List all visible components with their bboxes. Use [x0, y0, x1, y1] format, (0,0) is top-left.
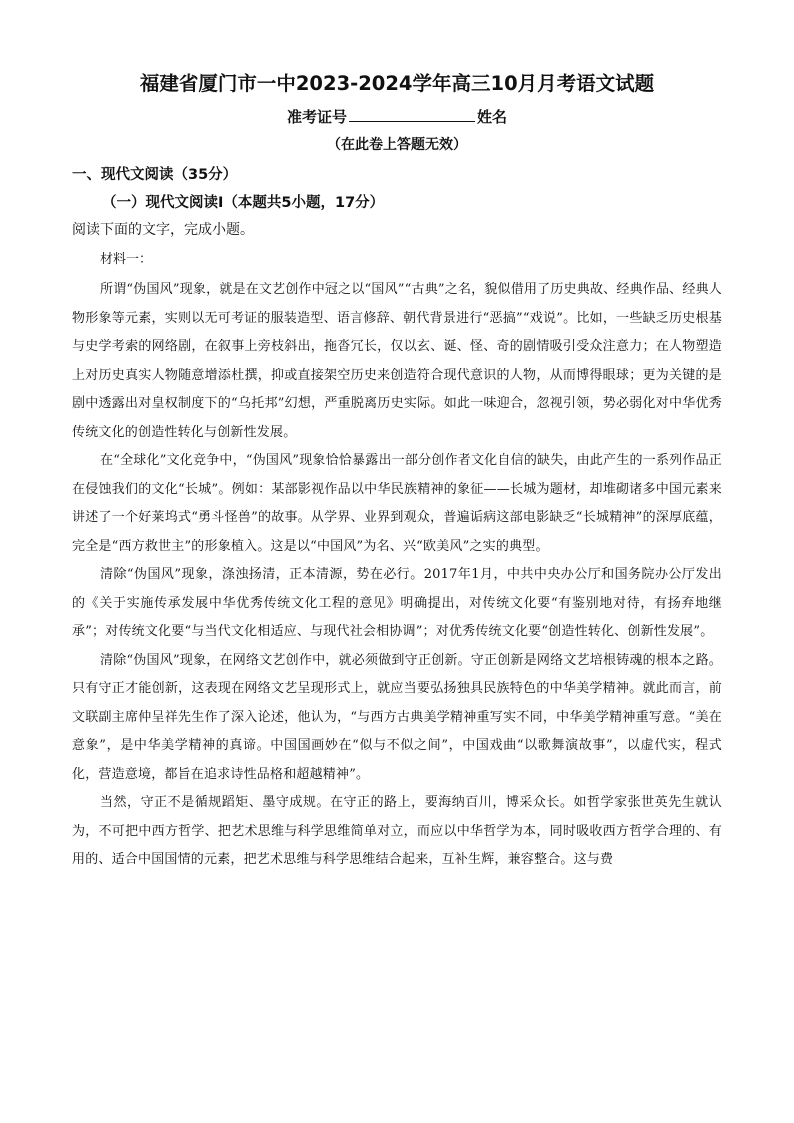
subsection-heading: （一）现代文阅读I（本题共5小题，17分） [102, 195, 385, 211]
invalid-answer-note: （在此卷上答题无效） [327, 137, 467, 153]
exam-id-label: 准考证号 [286, 108, 347, 126]
paragraph: 当然，守正不是循规蹈矩、墨守成规。在守正的路上，要海纳百川，博采众长。如哲学家张世英先生就认为，不可把中西方哲学、把艺术思维与科学思维简单对立，而应以中华哲学为本，同时吸收西方哲学合理的、有用的、适合中国国情的元素，把艺术思维与科学思维结合起来，互补生辉，兼容整合。这与费 [72, 795, 722, 867]
page-title: 福建省厦门市一中2023-2024学年高三10月月考语文试题 [139, 72, 655, 95]
exam-id-blank [349, 107, 475, 122]
document-page [72, 60, 722, 875]
section-heading: 一、现代文阅读（35分） [72, 167, 238, 183]
name-label: 姓名 [477, 108, 508, 126]
material-label: 材料一： [100, 252, 153, 267]
paragraph: 在“全球化”文化竞争中，“伪国风”现象恰恰暴露出一部分创作者文化自信的缺失，由此产生的一系列作品正在侵蚀我们的文化“长城”。例如：某部影视作品以中华民族精神的象征——长城为题材，却堆砌诸多中国元素来讲述了一个好莱坞式“勇斗怪兽”的故事。从学界、业界到观众，普遍诟病这部电影缺乏“长城精神”的深厚底蕴，完全是“西方救世主”的形象植入。这是以“中国风”为名、兴“欧美风”之实的典型。 [72, 453, 722, 554]
reading-instruction: 阅读下面的文字，完成小题。 [72, 222, 254, 238]
paragraph: 清除“伪国风”现象，在网络文艺创作中，就必须做到守正创新。守正创新是网络文艺培根铸魂的根本之路。只有守正才能创新，这表现在网络文艺呈现形式上，就应当要弘扬独具民族特色的中华美学精神。就此而言，前文联副主席仲呈祥先生作了深入论述，他认为，“与西方古典美学精神重写实不同，中华美学精神重写意。“美在意象”，是中华美学精神的真谛。中国国画妙在“似与不似之间”，中国戏曲“以歌舞演故事”，以虚代实，程式化，营造意境，都旨在追求诗性品格和超越精神”。 [72, 652, 722, 782]
paragraph: 清除“伪国风”现象，涤浊扬清，正本清源，势在必行。2017年1月，中共中央办公厅和国务院办公厅发出的《关于实施传承发展中华优秀传统文化工程的意见》明确提出，对传统文化要“有鉴别地对待，有扬弃地继承”；对传统文化要“与当代文化相适应、与现代社会相协调”；对优秀传统文化要“创造性转化、创新性发展”。 [72, 567, 722, 639]
exam-info-line [72, 106, 722, 128]
paragraph: 所谓“伪国风”现象，就是在文艺创作中冠之以“国风”“古典”之名，貌似借用了历史典故、经典作品、经典人物形象等元素，实则以无可考证的服装造型、语言修辞、朝代背景进行“恶搞”“戏说”。比如，一些缺乏历史根基与史学考索的网络剧，在叙事上旁枝斜出，拖沓冗长，仅以玄、诞、怪、奇的剧情吸引受众注意力；在人物塑造上对历史真实人物随意增添杜撰，抑或直接架空历史来创造符合现代意识的人物，从而博得眼球；更为关键的是剧中透露出对皇权制度下的“乌托邦”幻想，严重脱离历史实际。如此一味迎合，忽视引领，势必弱化对中华优秀传统文化的创造性转化与创新性发展。 [72, 282, 722, 440]
